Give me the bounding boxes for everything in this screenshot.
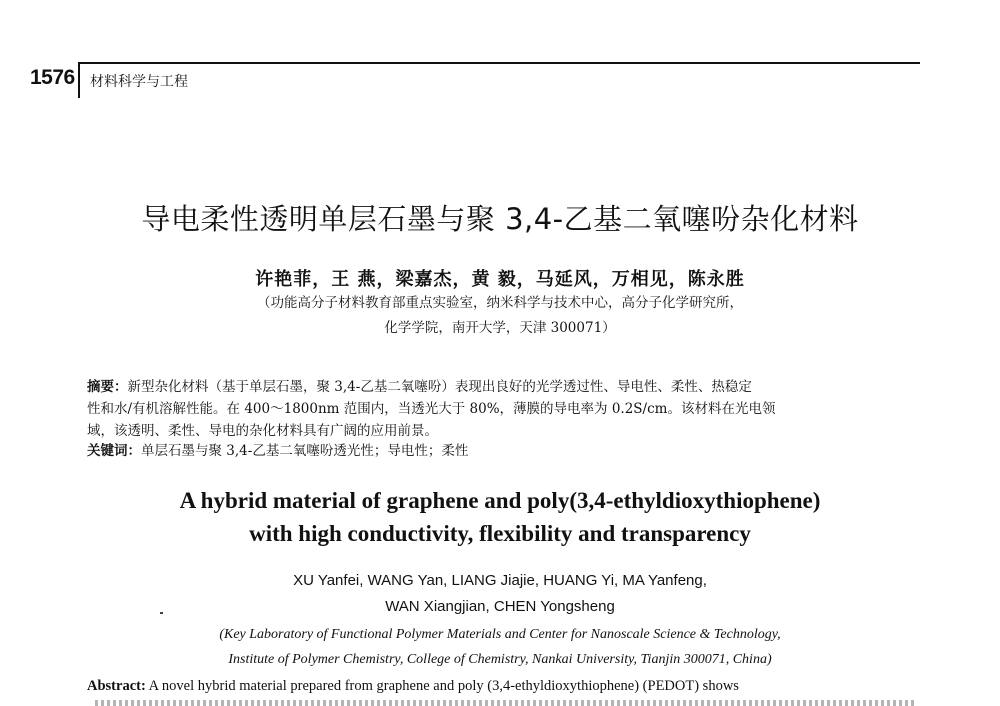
- chinese-abstract-line2: 性和水/有机溶解性能。在 400～1800nm 范围内，当透光大于 80%，薄膜的导电率为 0.2S/cm。该材料在光电领: [87, 401, 776, 417]
- english-authors-line1: XU Yanfei, WANG Yan, LIANG Jiajie, HUANG Yi, MA Yanfeng,: [293, 572, 707, 589]
- english-abstract-line1: [87, 678, 947, 695]
- header-rule: [78, 62, 920, 64]
- english-title-line2: with high conductivity, flexibility and transparency: [249, 521, 751, 546]
- chinese-keywords-text: 单层石墨与聚 3,4-乙基二氧噻吩透光性；导电性；柔性: [141, 443, 469, 459]
- chinese-abstract-line3: 域，该透明、柔性、导电的杂化材料具有广阔的应用前景。: [87, 423, 438, 439]
- chinese-authors: 许艳菲，王 燕，梁嘉杰，黄 毅，马延风，万相见，陈永胜: [255, 269, 745, 290]
- chinese-title: 导电柔性透明单层石墨与聚 3,4-乙基二氧噻吩杂化材料: [141, 202, 859, 236]
- print-speck: [160, 612, 163, 614]
- chinese-affiliation-line1: （功能高分子材料教育部重点实验室，纳米科学与技术中心，高分子化学研究所，: [257, 295, 743, 311]
- chinese-abstract-line1: [87, 376, 932, 398]
- cut-off-text-line: [95, 700, 915, 706]
- english-abstract-label: Abstract:: [87, 678, 146, 694]
- page-number: 1576: [30, 66, 75, 89]
- chinese-keywords: [87, 440, 932, 462]
- chinese-affiliation-line2: 化学学院，南开大学，天津 300071）: [384, 320, 616, 336]
- header-divider: [78, 62, 80, 98]
- chinese-abstract-label: 摘要：: [87, 379, 128, 395]
- chinese-keywords-label: 关键词：: [87, 443, 141, 459]
- english-abstract-text1: A novel hybrid material prepared from graphene and poly (3,4-ethyldioxythiophene) (PEDOT) shows: [148, 678, 739, 694]
- chinese-abstract-text1: 新型杂化材料（基于单层石墨，聚 3,4-乙基二氧噻吩）表现出良好的光学透过性、导电性、柔性、热稳定: [127, 379, 752, 395]
- english-authors-line2: WAN Xiangjian, CHEN Yongsheng: [385, 598, 615, 615]
- english-title-line1: A hybrid material of graphene and poly(3,4-ethyldioxythiophene): [179, 488, 821, 513]
- english-affiliation-line1: (Key Laboratory of Functional Polymer Materials and Center for Nanoscale Science & Technology,: [219, 627, 781, 642]
- journal-name: 材料科学与工程: [90, 74, 188, 90]
- english-affiliation-line2: Institute of Polymer Chemistry, College of Chemistry, Nankai University, Tianjin 300071, China): [228, 652, 772, 667]
